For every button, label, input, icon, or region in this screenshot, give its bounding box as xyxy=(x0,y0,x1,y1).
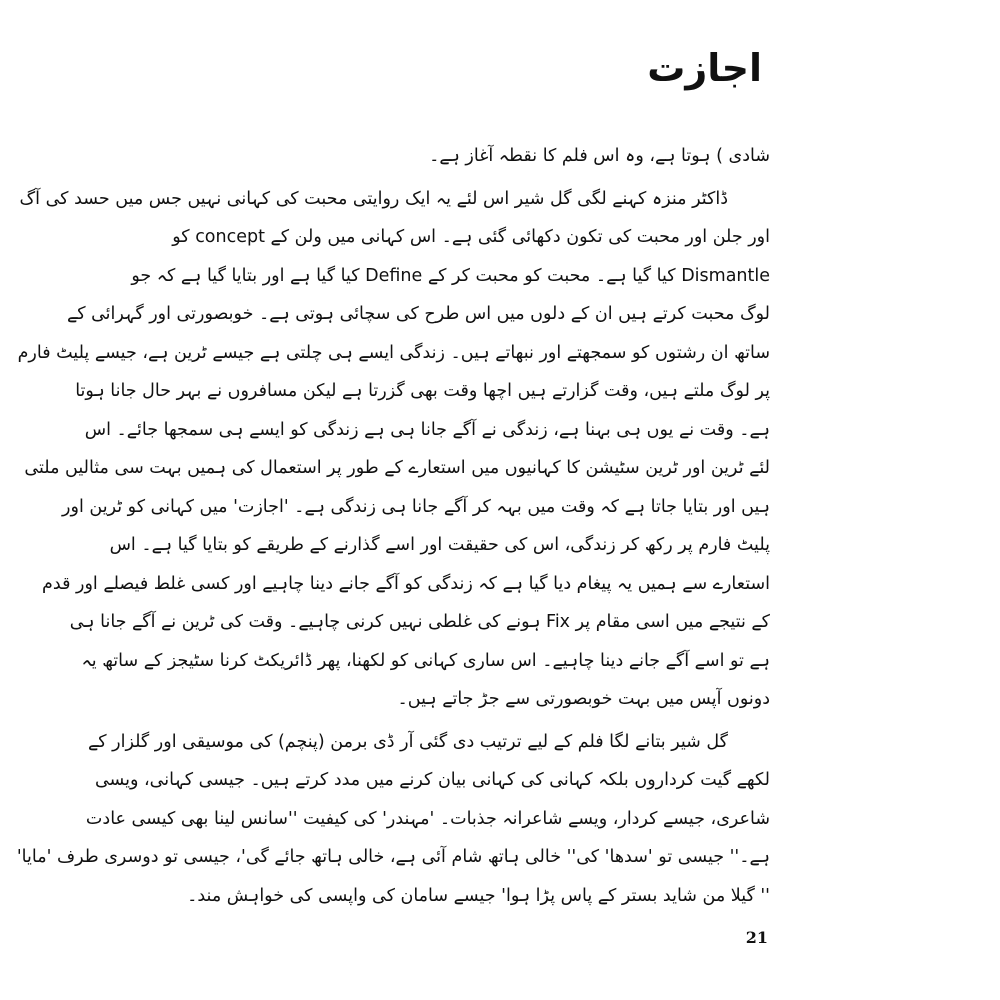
page-number: 21 xyxy=(745,928,768,947)
text-line: ہے تو اسے آگے جانے دینا چاہیے۔ اس ساری کہانی کو لکھنا، پھر ڈائریکٹ کرنا سٹیجز کے ساتھ یہ xyxy=(81,650,770,671)
text-line: لوگ محبت کرتے ہیں ان کے دلوں میں اس طرح کی سچائی ہوتی ہے۔ خوبصورتی اور گہرائی کے xyxy=(66,304,770,324)
text-line: لکھے گیت کرداروں بلکہ کہانی کی کہانی بیان کرنے میں مدد کرتے ہیں۔ جیسی کہانی، ویسی xyxy=(94,770,770,790)
text-line: پر لوگ ملتے ہیں، وقت گزارتے ہیں اچھا وقت بھی گزرتا ہے لیکن مسافروں نے بہر حال جانا ہوتا xyxy=(75,381,770,401)
text-line: Dismantle کیا گیا ہے۔ محبت کو محبت کر کے Define کیا گیا ہے اور بتایا گیا ہے کہ جو xyxy=(131,265,770,286)
text-line: '' گیلا من شاید بستر کے پاس پڑا ہوا' جیسے سامان کی واپسی کی خواہش مند۔ xyxy=(187,885,770,906)
text-line: ہیں اور بتایا جاتا ہے کہ وقت میں بہہ کر آگے جانا ہی زندگی ہے۔ 'اجازت' میں کہانی کو ٹرین اور xyxy=(62,496,770,517)
text-line: دونوں آپس میں بہت خوبصورتی سے جڑ جاتے ہیں۔ xyxy=(397,689,770,709)
text-line: شاعری، جیسے کردار، ویسے شاعرانہ جذبات۔ 'مہندر' کی کیفیت ''سانس لینا بھی کیسی عادت xyxy=(85,808,770,829)
text-line: ہے۔'' جیسی تو 'سدھا' کی'' خالی ہاتھ شام آئی ہے، خالی ہاتھ جائے گی'، جیسی تو دوسری طرف 'مایا' xyxy=(16,847,770,867)
text-line: گل شیر بتانے لگا فلم کے لیے ترتیب دی گئی آر ڈی برمن (پنچم) کی موسیقی اور گلزار کے xyxy=(88,731,728,752)
text-line: استعارے سے ہمیں یہ پیغام دیا گیا ہے کہ زندگی کو آگے جانے دینا چاہیے اور کسی غلط فیصلے اور قدم xyxy=(42,573,770,594)
body-text xyxy=(16,137,770,937)
text-line: کے نتیجے میں اسی مقام پر Fix ہونے کی غلطی نہیں کرنی چاہیے۔ وقت کی ٹرین نے آگے جانا ہی xyxy=(69,612,770,632)
text-line: ساتھ ان رشتوں کو سمجھتے اور نبھاتے ہیں۔ زندگی ایسے ہی چلتی ہے جیسے ٹرین ہے، جیسے پلیٹ فارم xyxy=(17,342,770,363)
text-line: ہے۔ وقت نے یوں ہی بہنا ہے، زندگی نے آگے جانا ہی ہے زندگی کو ایسے ہی سمجھا جائے۔ اس xyxy=(84,419,770,440)
text-line: لئے ٹرین اور ٹرین سٹیشن کا کہانیوں میں استعارے کے طور پر استعمال کی ہمیں بہت سی مثالیں ملتی xyxy=(24,458,770,478)
text-line: اور جلن اور محبت کی تکون دکھائی گئی ہے۔ اس کہانی میں ولن کے concept کو xyxy=(172,227,770,247)
text-line: شادی ) ہوتا ہے، وہ اس فلم کا نقطہ آغاز ہے۔ xyxy=(429,146,770,166)
chapter-heading: اجازت xyxy=(647,46,762,90)
text-line: پلیٹ فارم پر رکھ کر زندگی، اس کی حقیقت اور اسے گذارنے کے طریقے کو بتایا گیا ہے۔ اس xyxy=(109,535,770,555)
text-line: ڈاکٹر منزہ کہنے لگی گل شیر اس لئے یہ ایک روایتی محبت کی کہانی نہیں جس میں حسد کی آگ xyxy=(19,188,728,209)
